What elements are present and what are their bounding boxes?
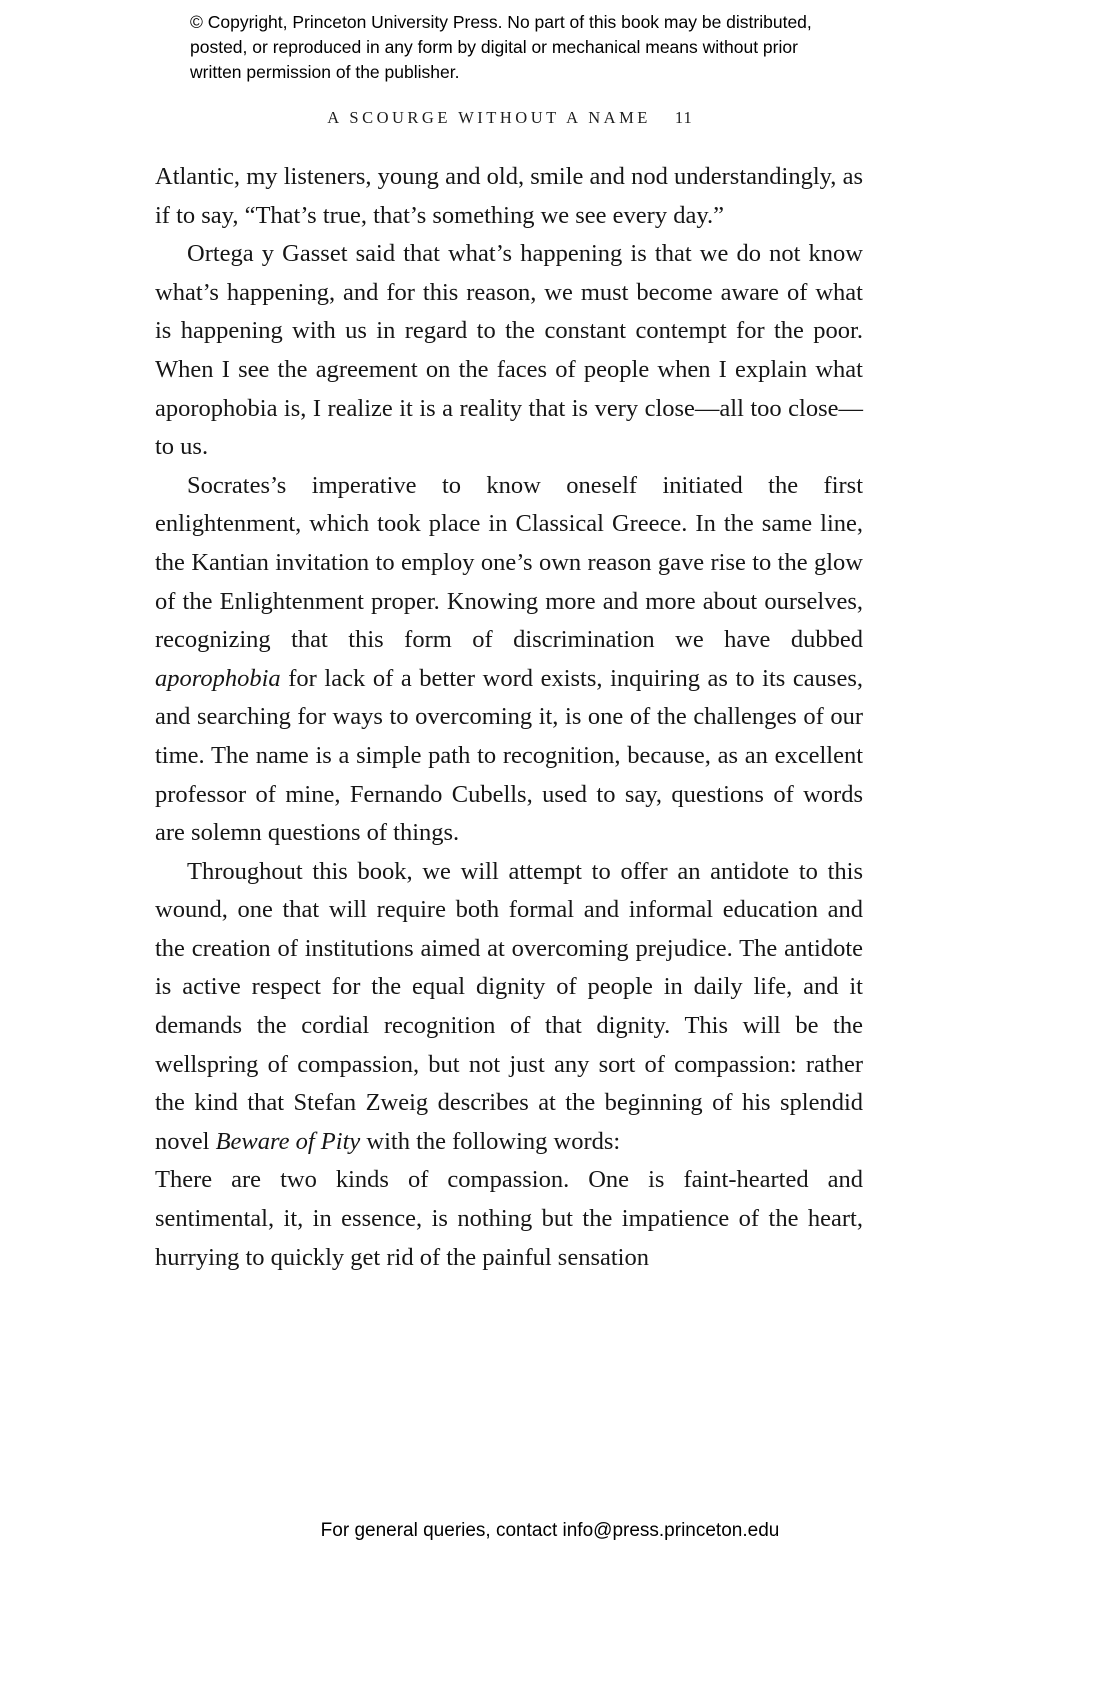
page-number: 11: [674, 108, 693, 127]
paragraph-socrates-text-b: for lack of a better word exists, inquiring as to its causes, and searching for ways to overcoming it, is one of the challenges of our time. The name is a simple path to recognition, because, as an excellent professor of mine, Fernando Cubells, used to say, questions of words are solemn questions of things.: [155, 664, 863, 847]
paragraph-ortega: Ortega y Gasset said that what’s happening is that we do not know what’s happening, and for this reason, we must become aware of what is happening with us in regard to the constant contempt for the poor. When I see the agreement on the faces of people when I explain what aporophobia is, I realize it is a reality that is very close—all too close—to us.: [155, 240, 863, 461]
paragraph-continuation: Atlantic, my listeners, young and old, smile and nod understandingly, as if to say, “That’s true, that’s something we see every day.”: [155, 163, 863, 229]
copyright-notice: © Copyright, Princeton University Press. No part of this book may be distributed, posted, or reproduced in any form by digital or mechanical means without prior written permission of the publisher.: [190, 12, 812, 82]
paragraph-socrates: [155, 467, 863, 853]
footer-queries-line: For general queries, contact info@press.princeton.edu: [320, 1520, 780, 1541]
paragraph-antidote-text-a: Throughout this book, we will attempt to offer an antidote to this wound, one that will require both formal and informal education and the creation of institutions aimed at overcoming prejudice. The antidote is active respect for the equal dignity of people in daily life, and it demands the cordial recognition of that dignity. This will be the wellspring of compassion, but not just any sort of compassion: rather the kind that Stefan Zweig describes at the beginning of his splendid novel: [155, 857, 863, 1155]
running-header-title: A SCOURGE WITHOUT A NAME: [327, 108, 651, 127]
paragraph-antidote: [155, 853, 863, 1162]
italic-term-aporophobia: aporophobia: [155, 664, 281, 692]
italic-title-beware-of-pity: Beware of Pity: [215, 1127, 361, 1155]
block-quote-zweig: There are two kinds of compassion. One is faint-hearted and sentimental, it, in essence, is nothing but the impatience of the heart, hurrying to quickly get rid of the painful sensation: [155, 1166, 863, 1271]
body-text: [155, 158, 863, 1277]
paragraph-socrates-text-a: Socrates’s imperative to know oneself initiated the first enlightenment, which took place in Classical Greece. In the same line, the Kantian invitation to employ one’s own reason gave rise to the glow of the Enlightenment proper. Knowing more and more about ourselves, recognizing that this form of discrimination we have dubbed: [155, 471, 863, 654]
paragraph-antidote-text-b: with the following words:: [360, 1127, 621, 1155]
running-header: [155, 108, 865, 128]
